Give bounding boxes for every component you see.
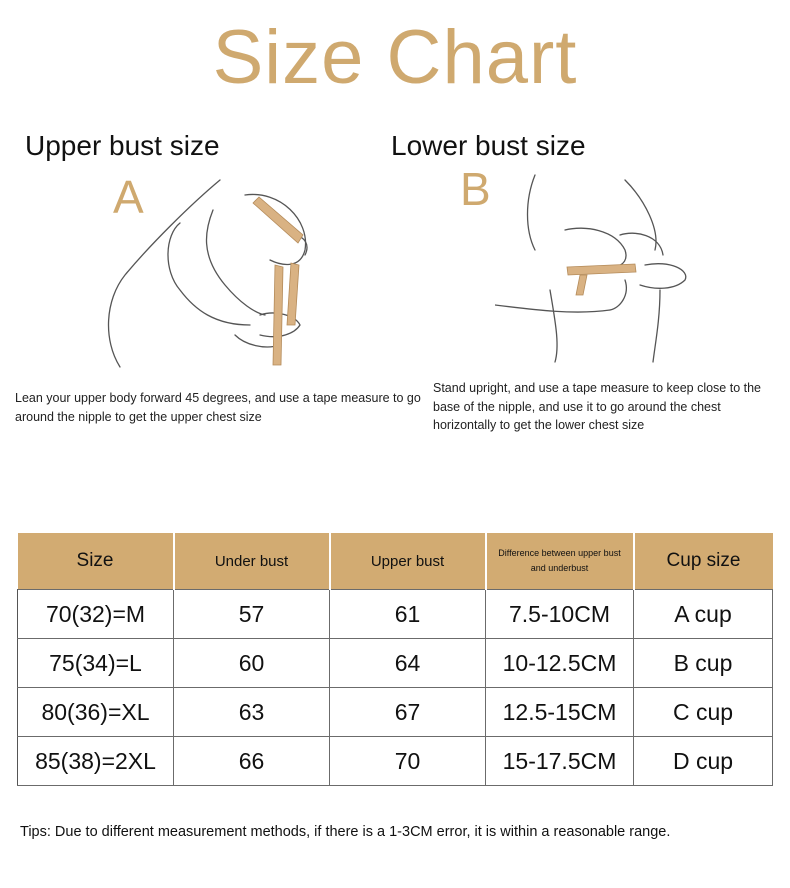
page-title: Size Chart [212,15,578,100]
cell-cup: A cup [634,590,773,639]
cell-size: 85(38)=2XL [18,737,174,786]
table-row [18,688,773,737]
cell-upper-bust: 67 [330,688,486,737]
letter-b-label: B [460,163,491,215]
cell-difference: 12.5-15CM [486,688,634,737]
cell-upper-bust: 61 [330,590,486,639]
cell-size: 80(36)=XL [18,688,174,737]
upper-bust-heading: Upper bust size [25,130,220,161]
cell-under-bust: 57 [174,590,330,639]
cell-upper-bust: 70 [330,737,486,786]
header-size: Size [18,533,174,590]
table-header-row [18,533,773,590]
lower-bust-illustration [495,170,695,365]
table-row [18,737,773,786]
cell-upper-bust: 64 [330,639,486,688]
lower-bust-heading: Lower bust size [391,130,586,161]
cell-difference: 15-17.5CM [486,737,634,786]
cell-size: 70(32)=M [18,590,174,639]
cell-under-bust: 60 [174,639,330,688]
cell-cup: D cup [634,737,773,786]
header-upper-bust: Upper bust [330,533,486,590]
cell-under-bust: 63 [174,688,330,737]
table-row [18,639,773,688]
header-cup-size: Cup size [634,533,773,590]
size-table [17,533,773,786]
upper-bust-description: Lean your upper body forward 45 degrees, and use a tape measure to go around the nipple to get the upper chest size [15,391,421,424]
table-row [18,590,773,639]
cell-under-bust: 66 [174,737,330,786]
cell-size: 75(34)=L [18,639,174,688]
header-difference: Difference between upper bust and underbust [486,533,634,590]
cell-difference: 10-12.5CM [486,639,634,688]
lower-bust-description: Stand upright, and use a tape measure to keep close to the base of the nipple, and use it to go around the chest horizontally to get the lower chest size [433,381,761,432]
cell-difference: 7.5-10CM [486,590,634,639]
tips-note: Tips: Due to different measurement methods, if there is a 1-3CM error, it is within a reasonable range. [20,824,671,840]
letter-a-label: A [113,171,144,223]
cell-cup: B cup [634,639,773,688]
cell-cup: C cup [634,688,773,737]
upper-bust-illustration [95,175,335,370]
header-under-bust: Under bust [174,533,330,590]
